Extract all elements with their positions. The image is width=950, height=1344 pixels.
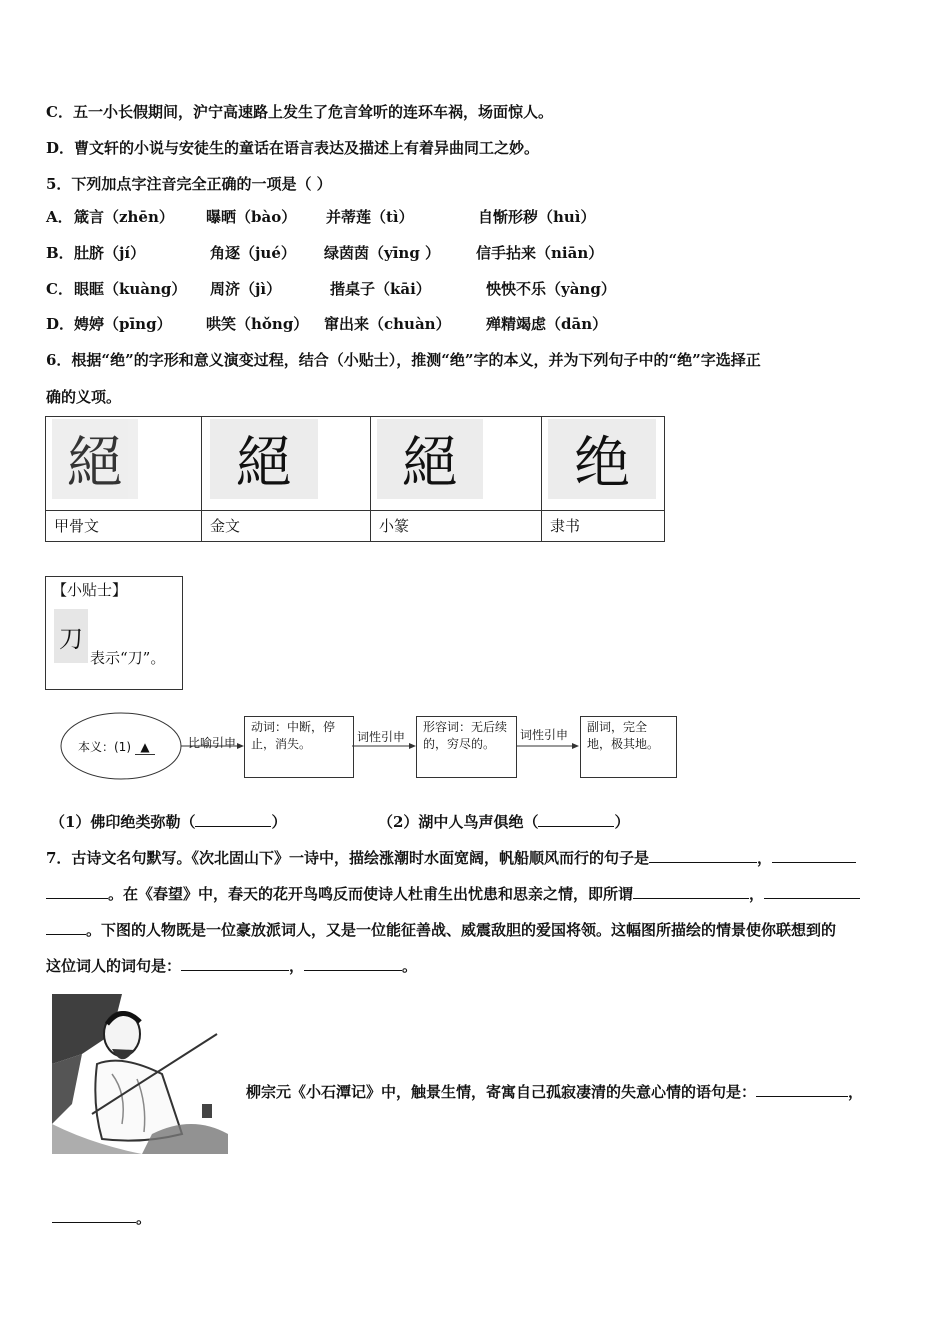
meaning-box-verb: 动词：中断，停止，消失。 — [244, 716, 354, 778]
arrow-3-label: 词性引申 — [520, 728, 569, 742]
poem-blank-4a[interactable] — [764, 884, 860, 899]
caption-oracle-bone: 甲骨文 — [54, 517, 100, 535]
arrow-2-label: 词性引申 — [357, 730, 406, 744]
answer-blank-2[interactable] — [538, 812, 614, 827]
q7-line3: 。下图的人物既是一位豪放派词人，又是一位能征善战、威震敌胆的爱国将领。这幅图所描绘的情景使你联想到的 — [46, 912, 908, 948]
script-evolution-table — [45, 416, 665, 542]
tip-text: 表示“刀”。 — [90, 649, 166, 667]
arrow-2-head — [409, 743, 416, 749]
poem-blank-1[interactable] — [649, 848, 757, 863]
q7-line1: 7．古诗文名句默写。《次北固山下》一诗中，描绘涨潮时水面宽阔，帆船顺风而行的句子是 ， — [46, 840, 908, 876]
option-c-prev-question: C．五一小长假期间，沪宁高速路上发生了危言耸听的连环车祸，场面惊人。 — [46, 103, 553, 121]
q6-stem-line2: 确的义项。 — [46, 388, 122, 406]
arrow-1-label: 比喻引申 — [188, 736, 237, 750]
q5-stem: 5．下列加点字注音完全正确的一项是（ ） — [46, 175, 332, 193]
option-d-prev-question: D．曹文轩的小说与安徒生的童话在语言表达及描述上有着异曲同工之妙。 — [46, 139, 540, 157]
poem-blank-6[interactable] — [304, 956, 402, 971]
poem-blank-5[interactable] — [181, 956, 289, 971]
poet-general-illustration — [52, 994, 228, 1154]
poem-blank-2a[interactable] — [772, 848, 856, 863]
knife-radical-glyph: 刀 — [54, 609, 88, 663]
answer-blank-1[interactable] — [195, 812, 271, 827]
q5-option-d: D．娉婷（pīng） 哄笑（hǒng） 窜出来（chuàn） 殚精竭虑（dān） — [46, 315, 608, 333]
q6-sub-question-1: （1）佛印绝类弥勒（ ） — [50, 813, 287, 831]
meaning-box-adjective: 形容词：无后续的，穷尽的。 — [416, 716, 517, 778]
origin-label: 本义：(1) ▲ — [78, 738, 155, 755]
poem-blank-7a[interactable] — [756, 1082, 848, 1097]
poem-blank-3[interactable] — [633, 884, 749, 899]
caption-clerical: 隶书 — [550, 517, 581, 535]
tip-title: 【小贴士】 — [52, 581, 128, 599]
bronze-cell — [202, 417, 371, 511]
poem-blank-4b[interactable] — [46, 920, 86, 935]
meaning-box-adverb: 副词，完全地，极其地。 — [580, 716, 677, 778]
q7-line2: 。在《春望》中，春天的花开鸟鸣反而使诗人杜甫生出忧患和思亲之情，即所谓 ， — [46, 876, 908, 912]
oracle-bone-glyph: 絕 — [52, 419, 138, 499]
q5-option-b: B．肚脐（jí） 角逐（jué） 绿茵茵（yīng ） 信手拈来（niān） — [46, 244, 604, 262]
tip-box — [45, 576, 183, 690]
clerical-cell — [542, 417, 665, 511]
liu-zongyuan-question: 柳宗元《小石潭记》中，触景生情，寄寓自己孤寂凄清的失意心情的语句是： ， — [246, 1083, 864, 1101]
q7-line4: 这位词人的词句是： ， 。 — [46, 957, 418, 975]
seal-cell — [371, 417, 542, 511]
bronze-glyph: 絕 — [210, 419, 318, 499]
q7-paragraph — [46, 840, 908, 984]
caption-bronze: 金文 — [210, 517, 241, 535]
arrow-1-head — [237, 743, 244, 749]
liu-zongyuan-question-cont: 。 — [52, 1208, 151, 1228]
clerical-glyph: 绝 — [548, 419, 656, 499]
seal-glyph: 絕 — [377, 419, 483, 499]
poem-blank-2b[interactable] — [46, 884, 108, 899]
q5-option-c: C．眼眶（kuàng） 周济（jì） 揩桌子（kāi） 怏怏不乐（yàng） — [46, 280, 616, 298]
oracle-bone-cell — [46, 417, 202, 511]
poem-blank-7b[interactable] — [52, 1208, 136, 1223]
q6-stem-line1: 6．根据“绝”的字形和意义演变过程，结合（小贴士），推测“绝”字的本义，并为下列句子中的“绝”字选择正 — [46, 351, 761, 369]
origin-blank-mark: ▲ — [135, 740, 155, 755]
caption-seal: 小篆 — [379, 517, 410, 535]
q6-sub-question-2: （2）湖中人鸟声俱绝（ ） — [378, 813, 630, 831]
q5-option-a: A．箴言（zhēn） 曝晒（bào） 并蒂莲（tì） 自惭形秽（huì） — [46, 208, 596, 226]
arrow-3-head — [572, 743, 579, 749]
